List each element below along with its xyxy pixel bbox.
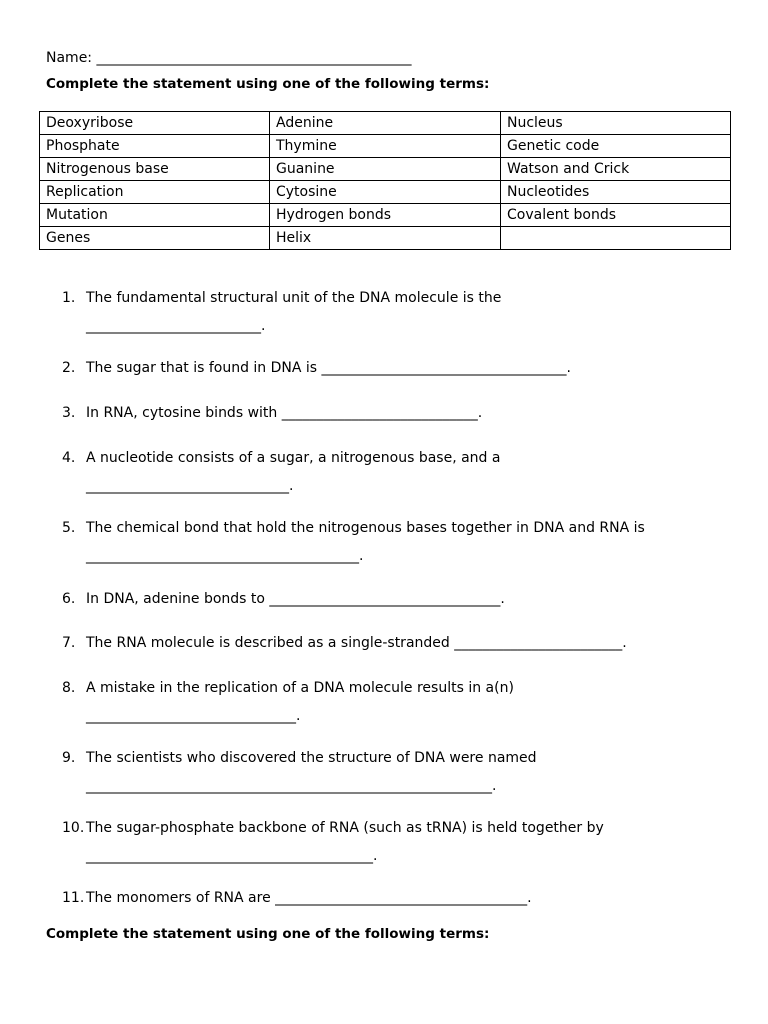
question-number: 3. <box>62 405 76 421</box>
table-row <box>40 204 731 227</box>
table-cell: Hydrogen bonds <box>270 204 501 227</box>
table-cell: Phosphate <box>40 135 270 158</box>
question-text: A nucleotide consists of a sugar, a nitrogenous base, and a <box>86 450 501 466</box>
table-cell: Nucleotides <box>501 181 731 204</box>
question-4 <box>62 448 742 504</box>
question-text: In RNA, cytosine binds with ____________________________. <box>86 405 483 421</box>
question-1 <box>62 288 742 344</box>
question-number: 11. <box>62 890 85 906</box>
table-cell <box>501 227 731 250</box>
question-11 <box>62 888 742 916</box>
question-number: 5. <box>62 520 76 536</box>
question-text: The monomers of RNA are ____________________________________. <box>86 890 532 906</box>
question-number: 7. <box>62 635 76 651</box>
question-number: 8. <box>62 680 76 696</box>
terms-table <box>39 111 731 250</box>
question-text: In DNA, adenine bonds to _________________________________. <box>86 591 505 607</box>
question-text: The fundamental structural unit of the DNA molecule is the <box>86 290 502 306</box>
table-row <box>40 227 731 250</box>
answer-blank: _______________________________________. <box>86 548 364 564</box>
answer-blank: ______________________________. <box>86 708 301 724</box>
question-number: 6. <box>62 591 76 607</box>
answer-blank: _____________________________. <box>86 478 294 494</box>
question-5 <box>62 518 742 574</box>
question-text: The scientists who discovered the structure of DNA were named <box>86 750 537 766</box>
question-text: The sugar that is found in DNA is ___________________________________. <box>86 360 571 376</box>
question-text: A mistake in the replication of a DNA molecule results in a(n) <box>86 680 514 696</box>
table-row <box>40 112 731 135</box>
table-cell: Replication <box>40 181 270 204</box>
table-cell: Cytosine <box>270 181 501 204</box>
table-cell: Helix <box>270 227 501 250</box>
question-7 <box>62 633 742 661</box>
question-text: The chemical bond that hold the nitrogenous bases together in DNA and RNA is <box>86 520 645 536</box>
question-9 <box>62 748 742 804</box>
table-cell: Genetic code <box>501 135 731 158</box>
table-cell: Covalent bonds <box>501 204 731 227</box>
question-number: 1. <box>62 290 76 306</box>
table-cell: Mutation <box>40 204 270 227</box>
name-field-line: Name: _____________________________________________ <box>46 50 412 66</box>
table-row <box>40 181 731 204</box>
question-number: 9. <box>62 750 76 766</box>
question-10 <box>62 818 742 874</box>
instruction-heading-bottom: Complete the statement using one of the following terms: <box>46 926 490 942</box>
table-row <box>40 135 731 158</box>
table-cell: Guanine <box>270 158 501 181</box>
answer-blank: __________________________________________________________. <box>86 778 497 794</box>
question-text: The sugar-phosphate backbone of RNA (such as tRNA) is held together by <box>86 820 604 836</box>
question-number: 10. <box>62 820 85 836</box>
instruction-heading-top: Complete the statement using one of the following terms: <box>46 76 490 92</box>
question-text: The RNA molecule is described as a single-stranded ________________________. <box>86 635 627 651</box>
table-cell: Genes <box>40 227 270 250</box>
table-cell: Nitrogenous base <box>40 158 270 181</box>
answer-blank: _________________________________________. <box>86 848 378 864</box>
question-number: 2. <box>62 360 76 376</box>
table-row <box>40 158 731 181</box>
table-cell: Thymine <box>270 135 501 158</box>
table-cell: Deoxyribose <box>40 112 270 135</box>
table-cell: Watson and Crick <box>501 158 731 181</box>
question-2 <box>62 358 742 386</box>
table-cell: Adenine <box>270 112 501 135</box>
answer-blank: _________________________. <box>86 318 266 334</box>
question-number: 4. <box>62 450 76 466</box>
table-cell: Nucleus <box>501 112 731 135</box>
question-8 <box>62 678 742 734</box>
question-3 <box>62 403 742 431</box>
question-6 <box>62 589 742 617</box>
